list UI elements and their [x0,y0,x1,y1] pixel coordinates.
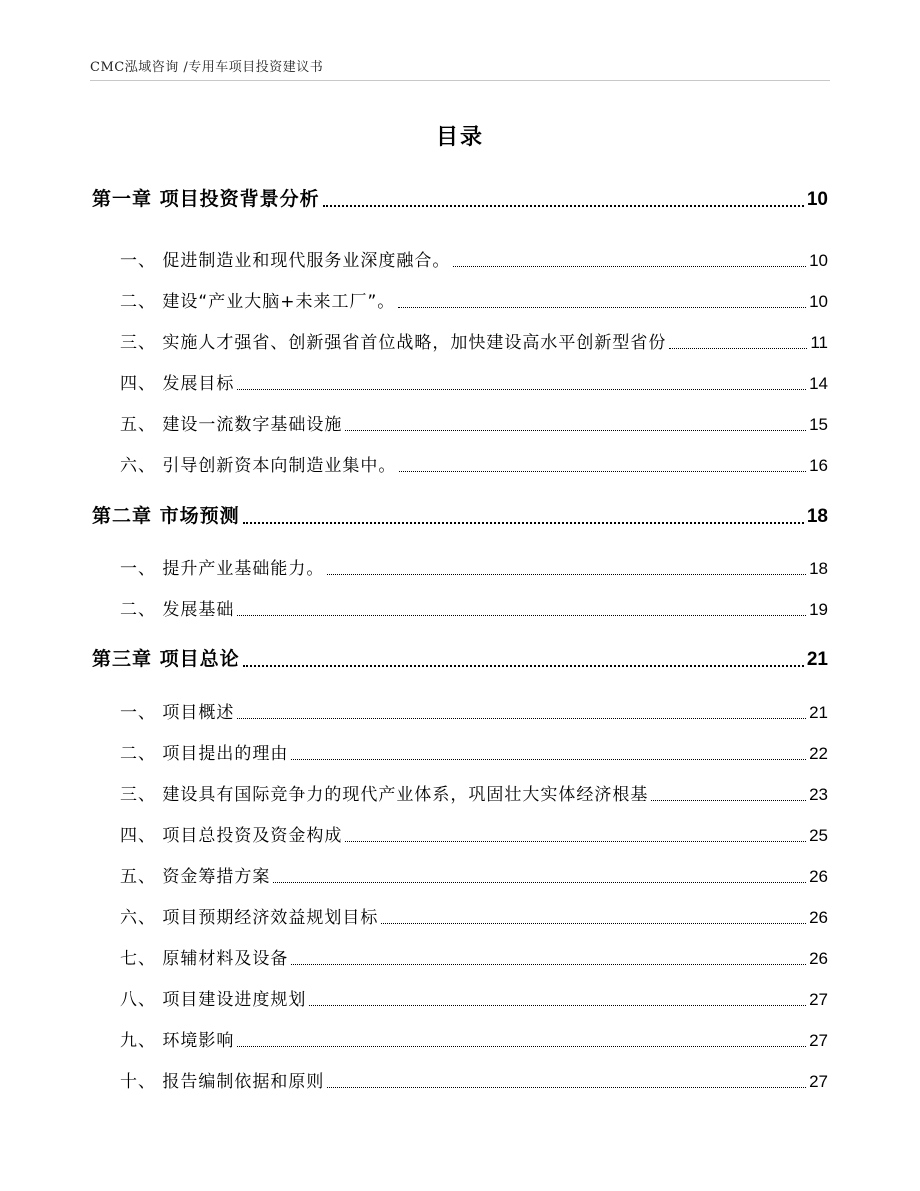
toc-entry-label: 二、 建设“产业大脑+未来工厂”。 [120,292,396,312]
toc-section[interactable] [92,1067,828,1092]
dot-leader [237,1045,806,1047]
toc-page-number: 27 [809,1031,828,1050]
toc-page-number: 27 [809,1072,828,1091]
toc-page-number: 23 [809,785,828,804]
toc-section[interactable] [92,369,828,394]
toc-section[interactable] [92,554,828,579]
toc-entry-label: 四、 项目总投资及资金构成 [120,826,343,846]
toc-section[interactable] [92,862,828,887]
toc-entry-label: 二、 项目提出的理由 [120,744,289,764]
dot-leader [327,1086,806,1088]
toc-page-number: 26 [809,908,828,927]
toc-chapter[interactable] [92,501,828,528]
toc-entry-label: 三、 实施人才强省、创新强省首位战略，加快建设高水平创新型省份 [120,333,667,353]
toc-page-number: 26 [809,867,828,886]
page-header: CMC泓域咨询 /专用车项目投资建议书 [90,60,324,75]
toc-page-number: 18 [806,506,828,527]
dot-leader [237,388,806,390]
dot-leader [345,429,806,431]
toc-section[interactable] [92,1026,828,1051]
dot-leader [381,922,806,924]
toc-page-number: 10 [806,189,828,210]
toc-entry-label: 一、 提升产业基础能力。 [120,559,325,579]
dot-leader [651,799,806,801]
toc-entry-label: 六、 项目预期经济效益规划目标 [120,908,379,928]
toc-page-number: 26 [809,949,828,968]
toc-entry-label: 一、 促进制造业和现代服务业深度融合。 [120,251,451,271]
toc-section[interactable] [92,903,828,928]
toc-page-number: 25 [809,826,828,845]
dot-leader [309,1004,806,1006]
toc-entry-label: 六、 引导创新资本向制造业集中。 [120,456,397,476]
dot-leader [291,963,806,965]
toc-section[interactable] [92,246,828,271]
dot-leader [243,521,804,524]
dot-leader [237,717,806,719]
toc-section[interactable] [92,780,828,805]
toc-entry-label: 十、 报告编制依据和原则 [120,1072,325,1092]
toc-page-number: 10 [809,251,828,270]
toc-entry-label: 一、 项目概述 [120,703,235,723]
dot-leader [345,840,806,842]
dot-leader [399,470,806,472]
toc-section[interactable] [92,985,828,1010]
dot-leader [398,306,806,308]
dot-leader [323,204,804,207]
toc-section[interactable] [92,698,828,723]
toc-entry-label: 第二章 市场预测 [92,505,240,527]
toc-entry-label: 九、 环境影响 [120,1031,235,1051]
header-divider [90,80,830,81]
toc-page-number: 21 [809,703,828,722]
toc-section[interactable] [92,287,828,312]
toc-chapter[interactable] [92,184,828,211]
toc-page-number: 19 [809,600,828,619]
toc-page-number: 27 [809,990,828,1009]
toc-page-number: 16 [809,456,828,475]
toc-page-number: 14 [809,374,828,393]
dot-leader [453,265,806,267]
toc-section[interactable] [92,328,828,353]
toc-section[interactable] [92,739,828,764]
toc-entry-label: 二、 发展基础 [120,600,235,620]
toc-page-number: 10 [809,292,828,311]
toc-title: 目录 [435,125,484,150]
toc-chapter[interactable] [92,644,828,671]
toc-entry-label: 第三章 项目总论 [92,648,240,670]
dot-leader [237,614,806,616]
toc-page-number: 15 [809,415,828,434]
toc-page-number: 18 [809,559,828,578]
toc-entry-label: 五、 建设一流数字基础设施 [120,415,343,435]
toc-entry-label: 八、 项目建设进度规划 [120,990,307,1010]
toc-entry-label: 第一章 项目投资背景分析 [92,188,320,210]
dot-leader [273,881,806,883]
dot-leader [291,758,806,760]
toc-section[interactable] [92,944,828,969]
toc-entry-label: 七、 原辅材料及设备 [120,949,289,969]
toc-entry-label: 四、 发展目标 [120,374,235,394]
toc-section[interactable] [92,821,828,846]
toc-entry-label: 三、 建设具有国际竞争力的现代产业体系，巩固壮大实体经济根基 [120,785,649,805]
toc-section[interactable] [92,595,828,620]
toc-section[interactable] [92,451,828,476]
toc-page-number: 22 [809,744,828,763]
toc-page-number: 11 [810,333,828,352]
toc-page-number: 21 [806,649,828,670]
toc-section[interactable] [92,410,828,435]
dot-leader [243,664,804,667]
toc-entry-label: 五、 资金筹措方案 [120,867,271,887]
dot-leader [669,347,807,349]
dot-leader [327,573,806,575]
